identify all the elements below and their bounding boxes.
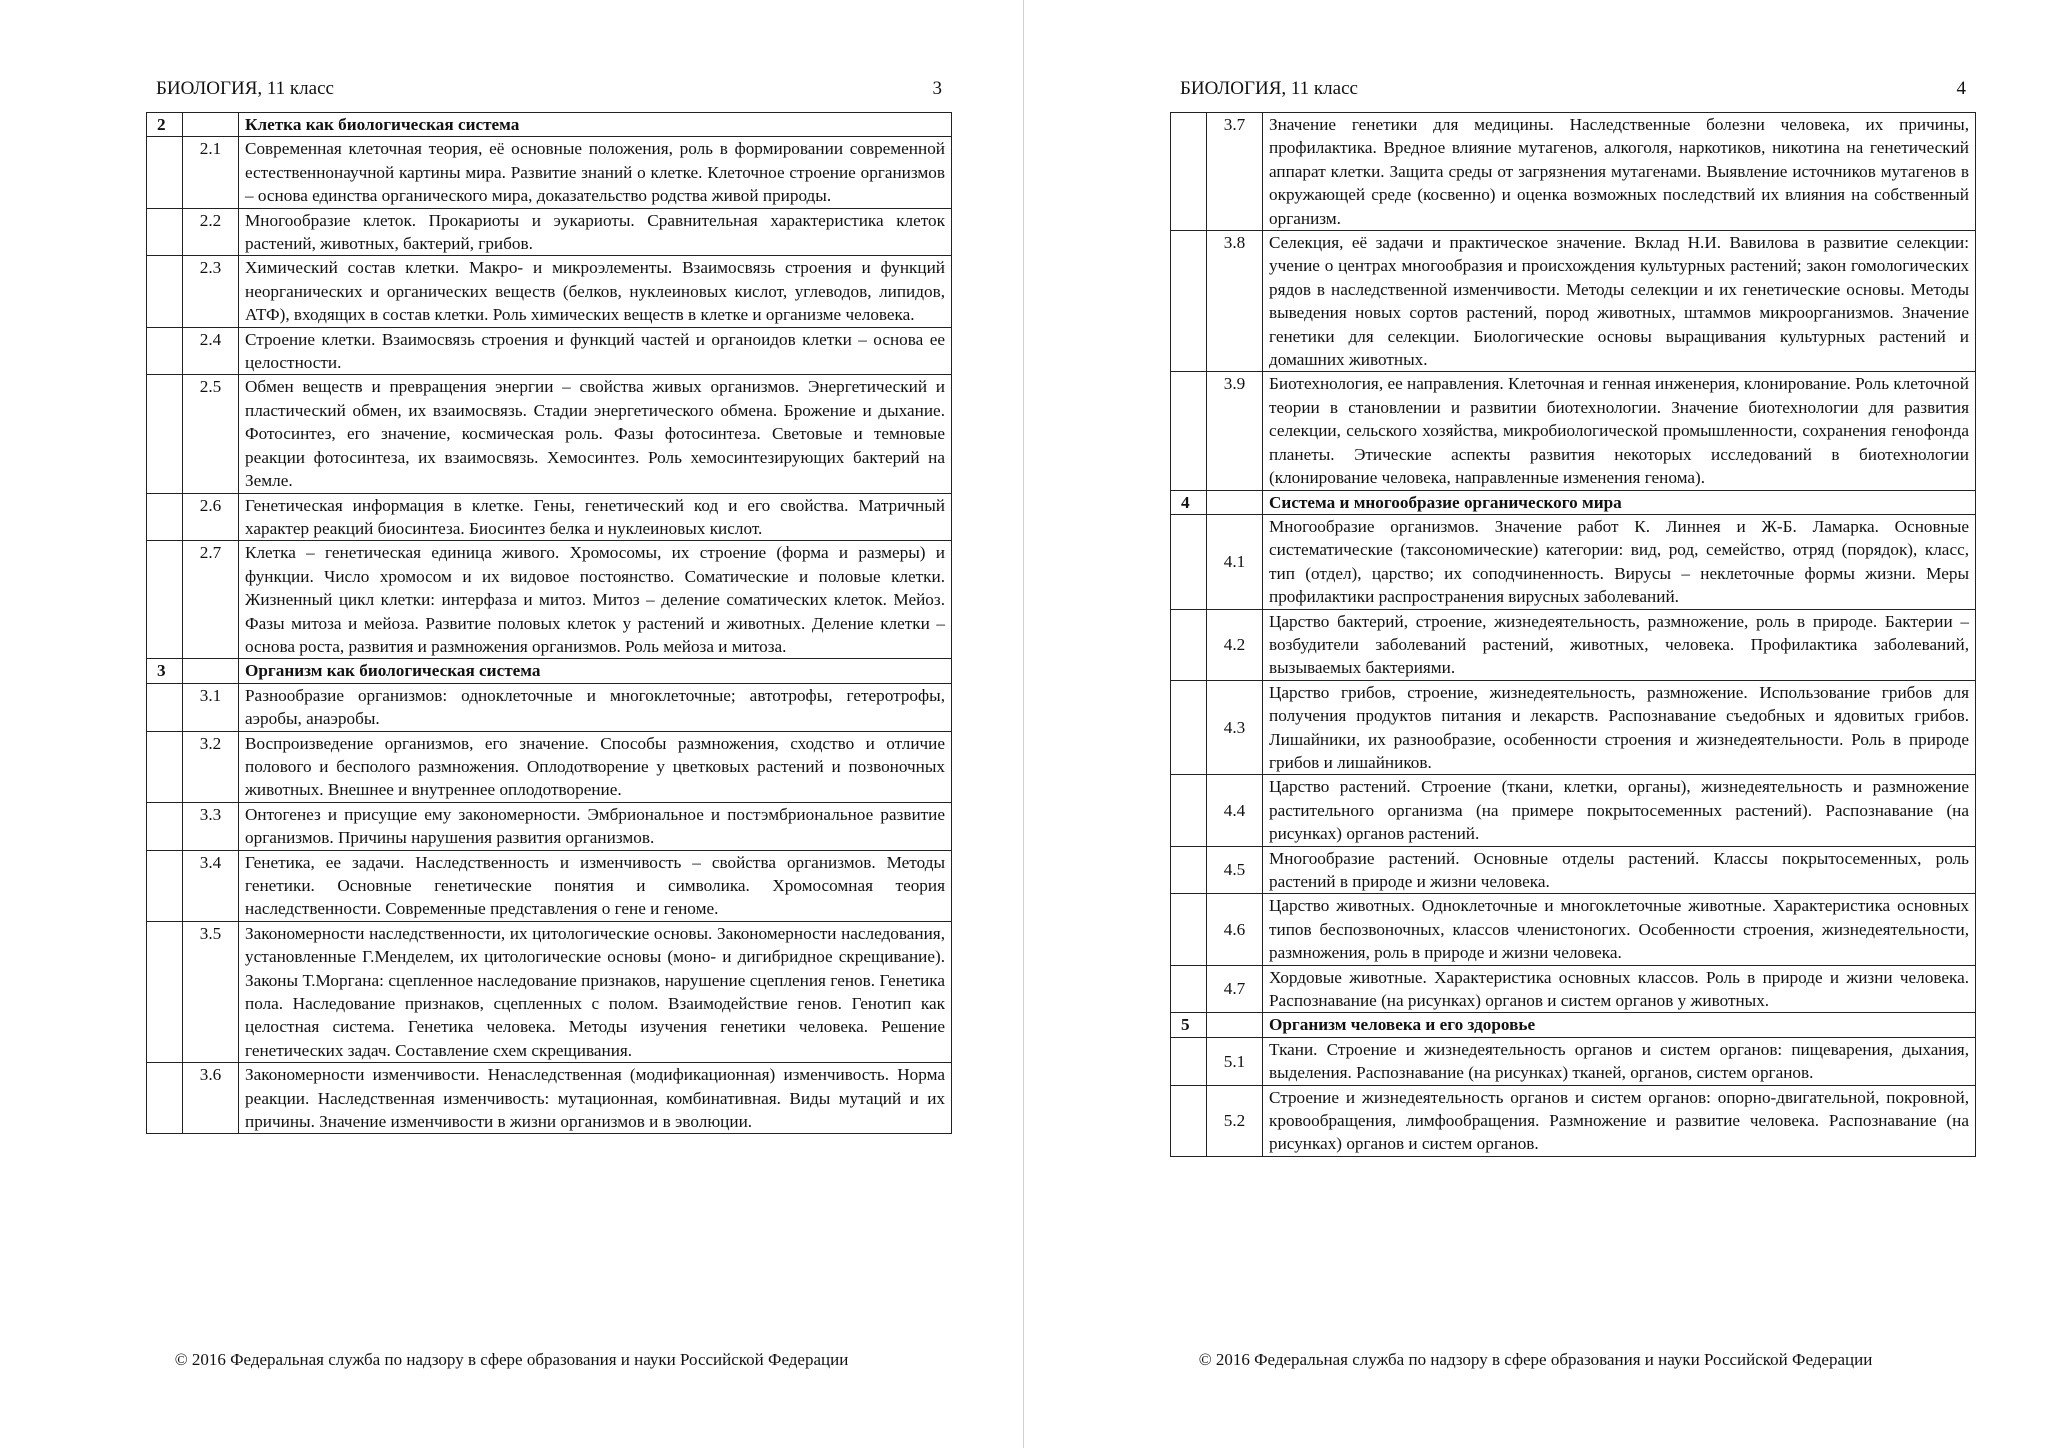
- table-row: [1171, 514, 1976, 609]
- item-number: 3.5: [183, 921, 239, 1062]
- item-number: 2.7: [183, 541, 239, 659]
- table-row: [1171, 609, 1976, 680]
- row-spacer: [1171, 1085, 1207, 1156]
- table-row: [147, 850, 952, 921]
- section-spacer: [183, 113, 239, 137]
- section-number: 2: [147, 113, 183, 137]
- row-spacer: [147, 921, 183, 1062]
- item-text: Царство животных. Одноклеточные и многоклеточные животные. Характеристика основных типов беспозвоночных, классов членистоногих. Особенности строения, жизнедеятельности, размножения, роль в природе и жизни человека.: [1263, 894, 1976, 965]
- item-number: 2.4: [183, 327, 239, 375]
- table-row: [147, 731, 952, 802]
- item-number: 2.5: [183, 375, 239, 493]
- page-header: [1180, 78, 1966, 100]
- row-spacer: [1171, 965, 1207, 1013]
- item-number: 2.6: [183, 493, 239, 541]
- item-number: 4.2: [1207, 609, 1263, 680]
- table-row: [147, 493, 952, 541]
- item-text: Многообразие организмов. Значение работ К. Линнея и Ж-Б. Ламарка. Основные систематические (таксономические) категории: вид, род, семейство, отряд (порядок), класс, тип (отдел), царство; их соподчиненность. Вирусы – неклеточные формы жизни. Меры профилактики распространения вирусных заболеваний.: [1263, 514, 1976, 609]
- content-table: [1170, 112, 1976, 1157]
- item-text: Строение и жизнедеятельность органов и систем органов: опорно-двигательной, покровной, кровообращения, лимфообращения. Размножение и развитие человека. Распознавание (на рисунках) органов и систем органов.: [1263, 1085, 1976, 1156]
- section-row: [1171, 1013, 1976, 1037]
- item-text: Ткани. Строение и жизнедеятельность органов и систем органов: пищеварения, дыхания, выделения. Распознавание (на рисунках) тканей, органов, систем органов.: [1263, 1037, 1976, 1085]
- table-row: [1171, 372, 1976, 490]
- table-row: [1171, 113, 1976, 231]
- item-text: Воспроизведение организмов, его значение. Способы размножения, сходство и отличие полового и бесполого размножения. Оплодотворение у цветковых растений и позвоночных животных. Внешнее и внутреннее оплодотворение.: [239, 731, 952, 802]
- item-number: 5.2: [1207, 1085, 1263, 1156]
- item-text: Закономерности изменчивости. Ненаследственная (модификационная) изменчивость. Норма реакции. Наследственная изменчивость: мутационная, комбинативная. Виды мутаций и их причины. Значение изменчивости в жизни организмов и в эволюции.: [239, 1063, 952, 1134]
- item-text: Современная клеточная теория, её основные положения, роль в формировании современной естественнонаучной картины мира. Развитие знаний о клетке. Клеточное строение организмов – основа единства органического мира, доказательство родства живой природы.: [239, 137, 952, 208]
- table-row: [147, 541, 952, 659]
- item-number: 4.3: [1207, 680, 1263, 775]
- page-header: [156, 78, 942, 100]
- section-number: 5: [1171, 1013, 1207, 1037]
- row-spacer: [147, 137, 183, 208]
- item-text: Генетическая информация в клетке. Гены, генетический код и его свойства. Матричный характер реакций биосинтеза. Биосинтез белка и нуклеиновых кислот.: [239, 493, 952, 541]
- row-spacer: [1171, 1037, 1207, 1085]
- section-row: [147, 659, 952, 683]
- table-row: [147, 802, 952, 850]
- item-number: 3.8: [1207, 231, 1263, 372]
- item-number: 2.1: [183, 137, 239, 208]
- page-number: 4: [1956, 78, 1966, 99]
- item-text: Строение клетки. Взаимосвязь строения и функций частей и органоидов клетки – основа ее целостности.: [239, 327, 952, 375]
- content-table: [146, 112, 952, 1134]
- table-row: [1171, 1037, 1976, 1085]
- table-row: [147, 921, 952, 1062]
- table-row: [1171, 680, 1976, 775]
- item-text: Царство грибов, строение, жизнедеятельность, размножение. Использование грибов для получения продуктов питания и лекарств. Распознавание съедобных и ядовитых грибов. Лишайники, их разнообразие, особенности строения и жизнедеятельности. Роль в природе грибов и лишайников.: [1263, 680, 1976, 775]
- item-text: Генетика, ее задачи. Наследственность и изменчивость – свойства организмов. Методы генетики. Основные генетические понятия и символика. Хромосомная теория наследственности. Современные представления о гене и геноме.: [239, 850, 952, 921]
- table-row: [147, 327, 952, 375]
- row-spacer: [147, 327, 183, 375]
- item-text: Царство бактерий, строение, жизнедеятельность, размножение, роль в природе. Бактерии – возбудители заболеваний растений, животных, человека. Профилактика заболеваний, вызываемых бактериями.: [1263, 609, 1976, 680]
- section-title: Система и многообразие органического мира: [1263, 490, 1976, 514]
- row-spacer: [147, 375, 183, 493]
- table-row: [1171, 965, 1976, 1013]
- row-spacer: [147, 850, 183, 921]
- table-row: [147, 1063, 952, 1134]
- section-title: Организм человека и его здоровье: [1263, 1013, 1976, 1037]
- item-number: 3.2: [183, 731, 239, 802]
- table-row: [147, 375, 952, 493]
- section-spacer: [183, 659, 239, 683]
- header-title: БИОЛОГИЯ, 11 класс: [156, 78, 334, 99]
- item-text: Биотехнология, ее направления. Клеточная и генная инженерия, клонирование. Роль клеточной теории в становлении и развитии биотехнологии. Значение биотехнологии для развития селекции, сельского хозяйства, микробиологической промышленности, сохранения генофонда планеты. Этические аспекты развития некоторых исследований в биотехнологии (клонирование человека, направленные изменения генома).: [1263, 372, 1976, 490]
- section-row: [1171, 490, 1976, 514]
- row-spacer: [147, 683, 183, 731]
- section-title: Клетка как биологическая система: [239, 113, 952, 137]
- item-number: 3.3: [183, 802, 239, 850]
- item-text: Многообразие растений. Основные отделы растений. Классы покрытосеменных, роль растений в природе и жизни человека.: [1263, 846, 1976, 894]
- item-number: 5.1: [1207, 1037, 1263, 1085]
- item-number: 2.2: [183, 208, 239, 256]
- row-spacer: [1171, 372, 1207, 490]
- item-number: 4.4: [1207, 775, 1263, 846]
- row-spacer: [1171, 113, 1207, 231]
- row-spacer: [1171, 609, 1207, 680]
- item-number: 3.4: [183, 850, 239, 921]
- table-row: [147, 208, 952, 256]
- section-number: 3: [147, 659, 183, 683]
- item-number: 3.9: [1207, 372, 1263, 490]
- row-spacer: [147, 493, 183, 541]
- item-text: Закономерности наследственности, их цитологические основы. Закономерности наследования, установленные Г.Менделем, их цитологические основы (моно- и дигибридное скрещивание). Законы Т.Моргана: сцепленное наследование признаков, нарушение сцепления генов. Генетика пола. Наследование признаков, сцепленных с полом. Взаимодействие генов. Генотип как целостная система. Генетика человека. Методы изучения генетики человека. Решение генетических задач. Составление схем скрещивания.: [239, 921, 952, 1062]
- table-row: [1171, 775, 1976, 846]
- row-spacer: [1171, 514, 1207, 609]
- item-text: Клетка – генетическая единица живого. Хромосомы, их строение (форма и размеры) и функции. Число хромосом и их видовое постоянство. Соматические и половые клетки. Жизненный цикл клетки: интерфаза и митоз. Митоз – деление соматических клеток. Мейоз. Фазы митоза и мейоза. Развитие половых клеток у растений и животных. Деление клетки – основа роста, развития и размножения организмов. Роль мейоза и митоза.: [239, 541, 952, 659]
- item-text: Селекция, её задачи и практическое значение. Вклад Н.И. Вавилова в развитие селекции: учение о центрах многообразия и происхождения культурных растений; закон гомологических рядов в наследственной изменчивости. Методы селекции и их генетические основы. Методы выведения новых сортов растений, пород животных, штаммов микроорганизмов. Значение генетики для селекции. Биологические основы выращивания культурных растений и домашних животных.: [1263, 231, 1976, 372]
- section-title: Организм как биологическая система: [239, 659, 952, 683]
- row-spacer: [147, 208, 183, 256]
- item-number: 2.3: [183, 256, 239, 327]
- section-spacer: [1207, 1013, 1263, 1037]
- item-number: 4.1: [1207, 514, 1263, 609]
- row-spacer: [1171, 680, 1207, 775]
- table-row: [1171, 846, 1976, 894]
- row-spacer: [147, 731, 183, 802]
- item-text: Значение генетики для медицины. Наследственные болезни человека, их причины, профилактика. Вредное влияние мутагенов, алкоголя, наркотиков, никотина на генетический аппарат клетки. Защита среды от загрязнения мутагенами. Выявление источников мутагенов в окружающей среде (косвенно) и оценка возможных последствий их влияния на собственный организм.: [1263, 113, 1976, 231]
- table-row: [147, 256, 952, 327]
- section-row: [147, 113, 952, 137]
- item-text: Царство растений. Строение (ткани, клетки, органы), жизнедеятельность и размножение растительного организма (на примере покрытосеменных растений). Распознавание (на рисунках) органов растений.: [1263, 775, 1976, 846]
- item-number: 4.5: [1207, 846, 1263, 894]
- row-spacer: [1171, 231, 1207, 372]
- row-spacer: [1171, 846, 1207, 894]
- item-number: 4.7: [1207, 965, 1263, 1013]
- item-text: Разнообразие организмов: одноклеточные и многоклеточные; автотрофы, гетеротрофы, аэробы, анаэробы.: [239, 683, 952, 731]
- row-spacer: [1171, 775, 1207, 846]
- item-text: Химический состав клетки. Макро- и микроэлементы. Взаимосвязь строения и функций неорганических и органических веществ (белков, нуклеиновых кислот, углеводов, липидов, АТФ), входящих в состав клетки. Роль химических веществ в клетке и организме человека.: [239, 256, 952, 327]
- section-spacer: [1207, 490, 1263, 514]
- right-page: [1024, 0, 2047, 1448]
- row-spacer: [1171, 894, 1207, 965]
- header-title: БИОЛОГИЯ, 11 класс: [1180, 78, 1358, 99]
- page-footer: © 2016 Федеральная служба по надзору в сфере образования и науки Российской Федерации: [174, 1350, 849, 1369]
- page-number: 3: [932, 78, 942, 99]
- item-text: Хордовые животные. Характеристика основных классов. Роль в природе и жизни человека. Распознавание (на рисунках) органов и систем органов у животных.: [1263, 965, 1976, 1013]
- table-row: [1171, 894, 1976, 965]
- item-text: Онтогенез и присущие ему закономерности. Эмбриональное и постэмбриональное развитие организмов. Причины нарушения развития организмов.: [239, 802, 952, 850]
- item-number: 3.1: [183, 683, 239, 731]
- section-number: 4: [1171, 490, 1207, 514]
- table-row: [1171, 1085, 1976, 1156]
- table-row: [1171, 231, 1976, 372]
- item-text: Многообразие клеток. Прокариоты и эукариоты. Сравнительная характеристика клеток растений, животных, бактерий, грибов.: [239, 208, 952, 256]
- item-number: 4.6: [1207, 894, 1263, 965]
- row-spacer: [147, 802, 183, 850]
- row-spacer: [147, 1063, 183, 1134]
- row-spacer: [147, 256, 183, 327]
- page-footer: © 2016 Федеральная служба по надзору в сфере образования и науки Российской Федерации: [1198, 1350, 1873, 1369]
- table-row: [147, 137, 952, 208]
- item-number: 3.7: [1207, 113, 1263, 231]
- row-spacer: [147, 541, 183, 659]
- item-number: 3.6: [183, 1063, 239, 1134]
- table-row: [147, 683, 952, 731]
- item-text: Обмен веществ и превращения энергии – свойства живых организмов. Энергетический и пластический обмен, их взаимосвязь. Стадии энергетического обмена. Брожение и дыхание. Фотосинтез, его значение, космическая роль. Фазы фотосинтеза. Световые и темновые реакции фотосинтеза, их взаимосвязь. Хемосинтез. Роль хемосинтезирующих бактерий на Земле.: [239, 375, 952, 493]
